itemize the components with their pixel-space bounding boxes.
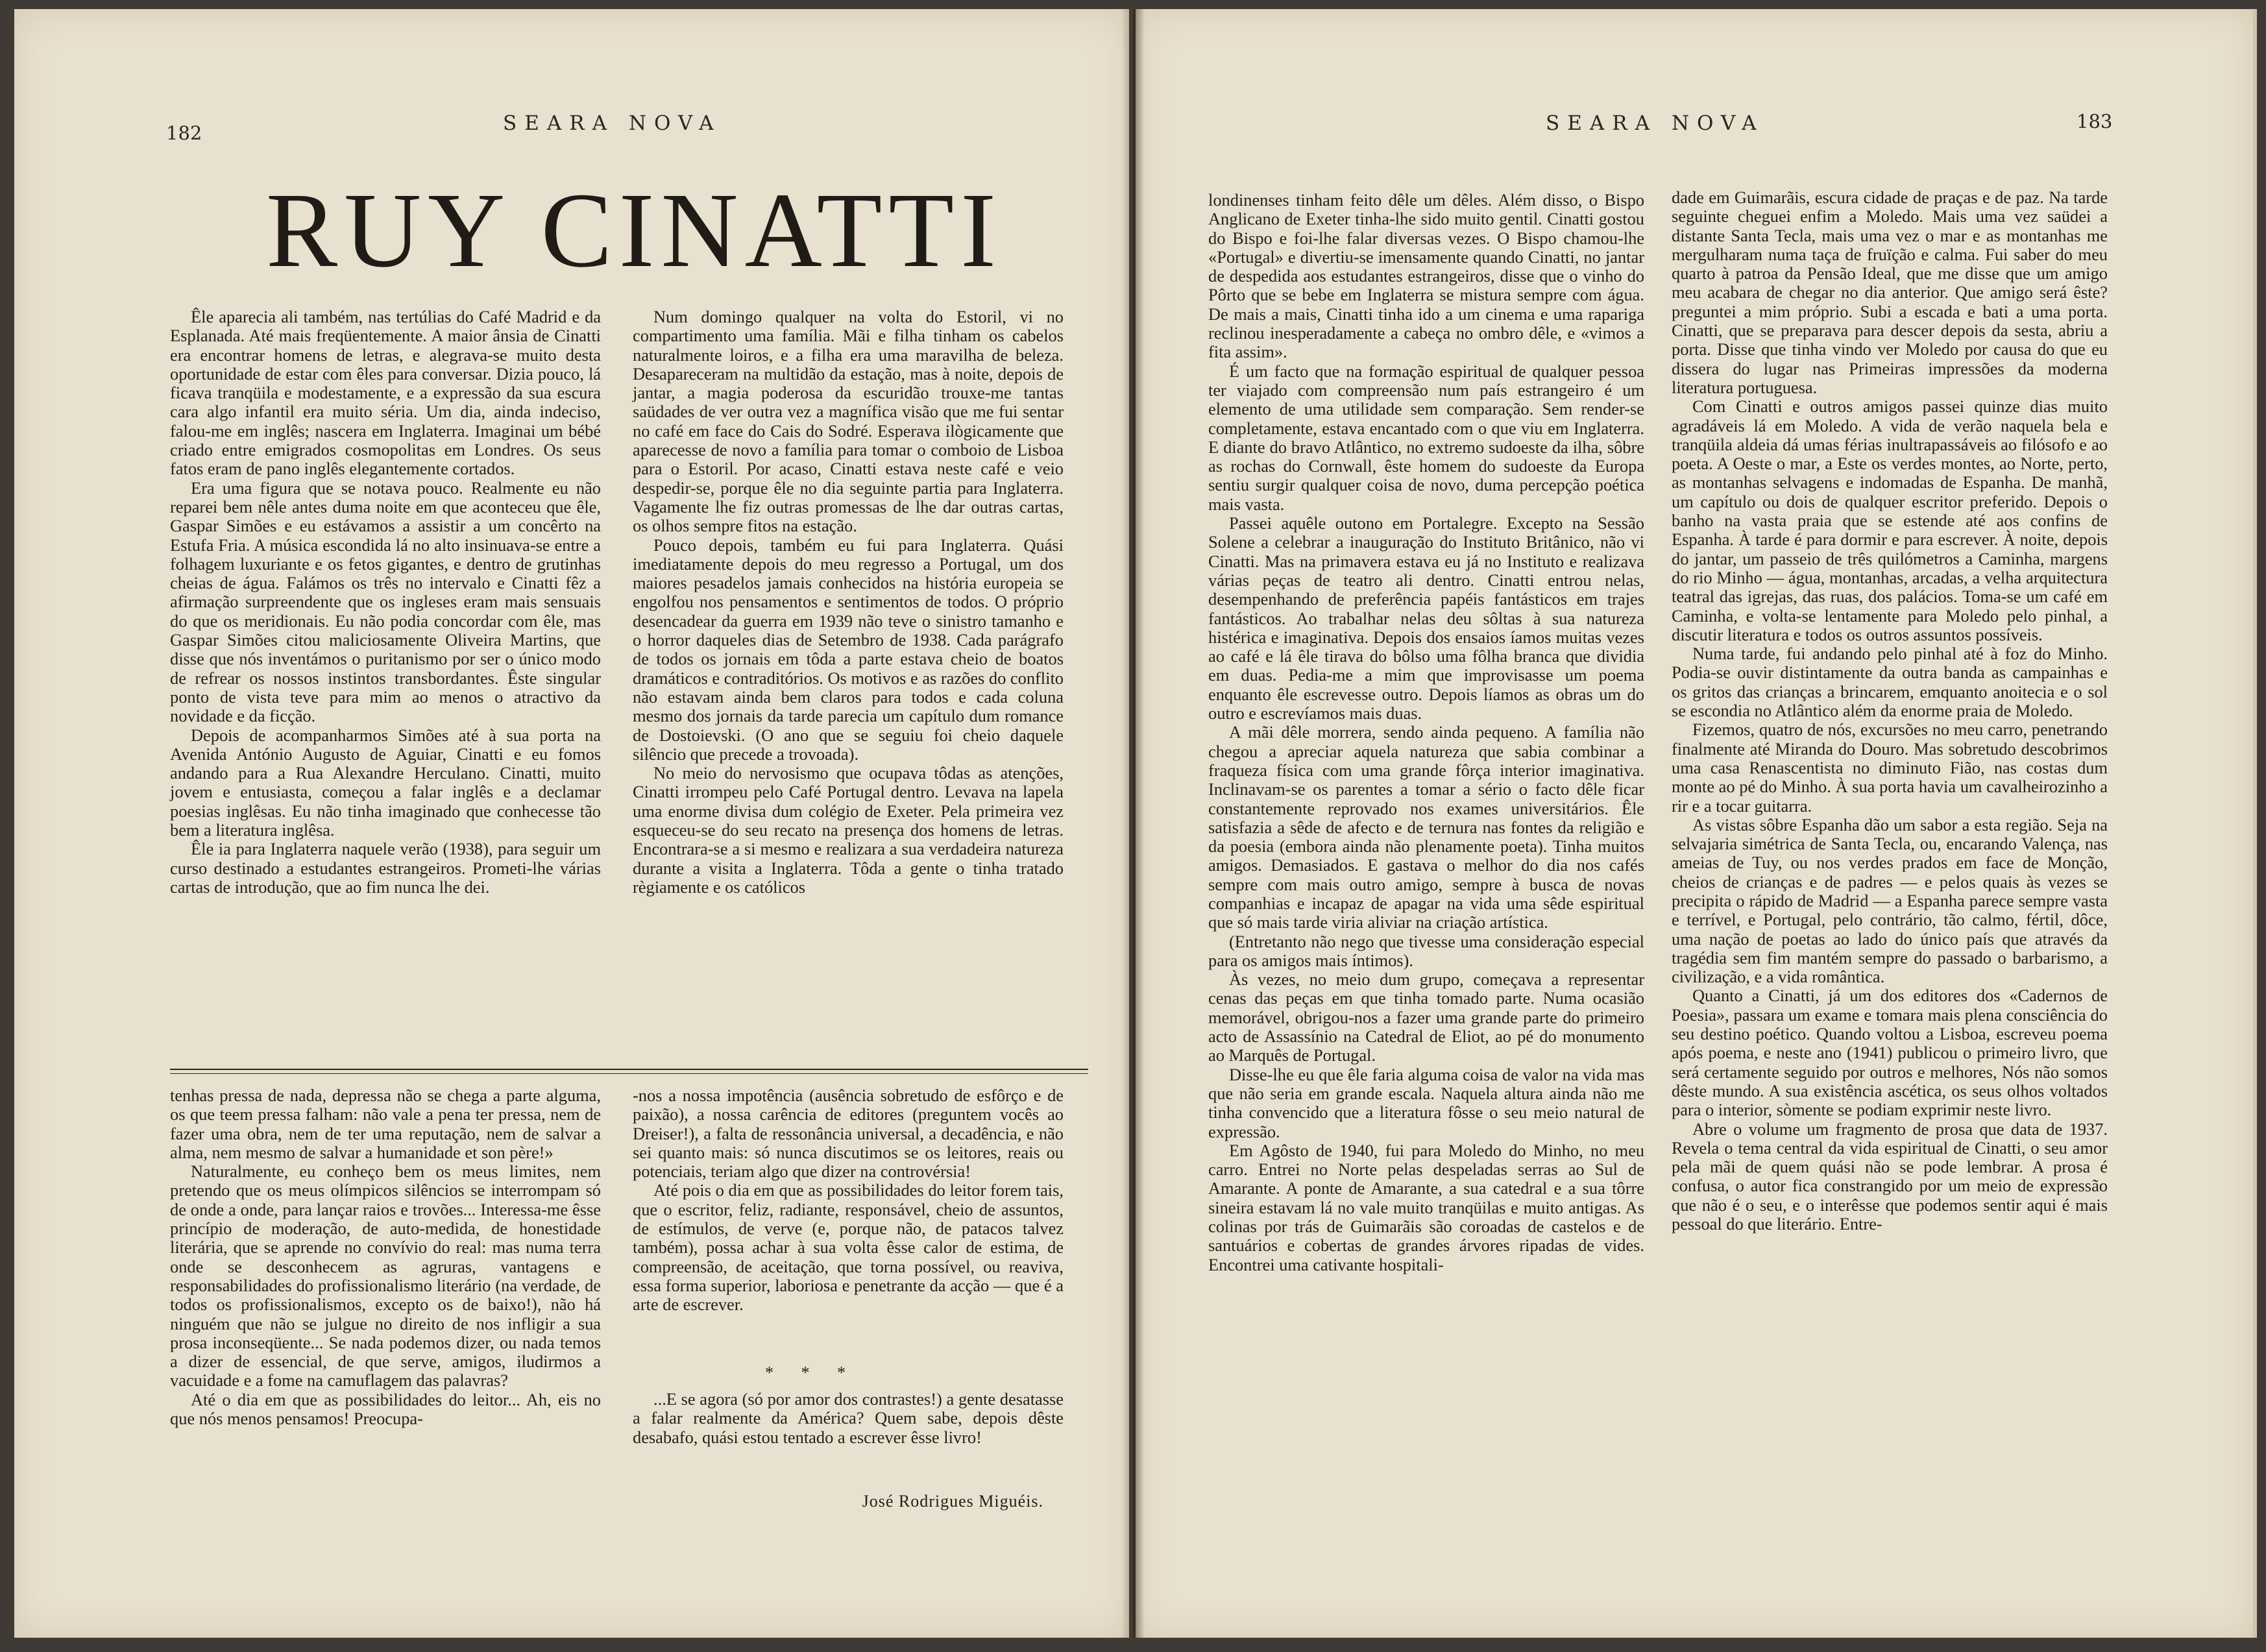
- paragraph: Até pois o dia em que as possibilidades do leitor forem tais, que o escritor, feliz, radiante, responsável, cheio de assuntos, de estímulos, de verve (e, porque não, de patacos talvez também), possa achar à sua volta êsse calor de estima, de compreensão, de aceitação, que torna possível, ou reaviva, essa forma superior, laboriosa e penetrante da acção — que é a arte de escrever.: [633, 1180, 1064, 1315]
- right-column-1: [1208, 191, 1644, 1274]
- page-number-left: 182: [166, 122, 202, 144]
- left-column-4: [633, 1086, 1064, 1315]
- paragraph: Naturalmente, eu conheço bem os meus limites, nem pretendo que os meus olímpicos silêncios se interrompam só de onde a onde, para lançar raios e trovões... Interessa-me êsse princípio de moderação, de auto-medida, de honestidade literária, que se aprende no convívio do real: mas numa terra onde se desconhecem as agruras, vantagens e responsabilidades do profissionalismo literário (na verdade, de todos os profissionalismos, excepto os de baixo!), não há ninguém que não se julgue no direito de nos infligir a sua prosa inconseqüente... Se nada podemos dizer, ou nada temos a dizer de essencial, de que serve, amigos, iludirmos a vacuidade e a fome na camuflagem das palavras?: [170, 1161, 601, 1391]
- page-number-right: 183: [2077, 110, 2113, 132]
- paragraph: ...E se agora (só por amor dos contrastes!) a gente desatasse a falar realmente da América? Quem sabe, depois dêste desabafo, quási estou tentado a escrever êsse livro!: [633, 1389, 1064, 1447]
- running-header-left: SEARA NOVA: [503, 112, 722, 135]
- paragraph: dade em Guimarãis, escura cidade de praças e de paz. Na tarde seguinte cheguei enfim a Moledo. Mais uma vez saüdei a distante Santa Tecla, mais uma vez o mar e as montanhas me mergulharam numa taça de fruïção e calma. Fui saber do meu quarto à patroa da Pensão Ideal, que me disse que um amigo meu acabara de chegar no dia anterior. Que amigo será êste? preguntei a mim próprio. Subi a escada e bati a uma porta. Cinatti, que se preparava para descer depois da sesta, abriu a porta. Disse que tinha vindo ver Moledo por causa do que eu dissera do lugar nas Primeiras impressões da moderna literatura portuguesa.: [1672, 188, 2108, 397]
- left-column-1: [170, 308, 601, 897]
- paragraph: Às vezes, no meio dum grupo, começava a representar cenas das peças em que tinha tomado parte. Numa ocasião memorável, obrigou-nos a fazer uma grande parte do primeiro acto de Assassínio na Catedral de Eliot, ao pé do monumento ao Marquês de Portugal.: [1208, 969, 1644, 1065]
- section-divider: [170, 1069, 1088, 1070]
- paragraph: -nos a nossa impotência (ausência sobretudo de esfôrço e de paixão), a nossa carência de editores (preguntem vocês ao Dreiser!), a falta de ressonância universal, a decadência, e não sei quanto mais: só nunca discutimos se os leitores, reais ou potenciais, teriam algo que dizer na controvérsia!: [633, 1086, 1064, 1182]
- paragraph: (Entretanto não nego que tivesse uma consideração especial para os amigos mais íntimos).: [1208, 931, 1644, 970]
- paragraph: Em Agôsto de 1940, fui para Moledo do Minho, no meu carro. Entrei no Norte pelas despeladas serras ao Sul de Amarante. A ponte de Amarante, a sua catedral e a sua tôrre sineira estavam lá no vale muito tranqüilas e muito antigas. As colinas por trás de Guimarãis são coroadas de castelos e de santuários e cobertas de grandes árvores ripadas de vides. Encontrei uma cativante hospitali-: [1208, 1140, 1644, 1274]
- section-break-stars: * * *: [765, 1363, 857, 1382]
- paragraph: Êle ia para Inglaterra naquele verão (1938), para seguir um curso destinado a estudantes estrangeiros. Prometi-lhe várias cartas de introdução, que ao fim nunca lhe dei.: [170, 839, 601, 897]
- paragraph: É um facto que na formação espiritual de qualquer pessoa ter viajado com compreensão num país estrangeiro é um elemento de uma utilidade sem comparação. Sem render-se completamente, estava encantado com o que viu em Inglaterra. E diante do bravo Atlântico, no extremo sudoeste da ilha, sôbre as rochas do Cornwall, êste homem do sudoeste da Europa sentiu surgir qualquer coisa de novo, duma percepção poética mais vasta.: [1208, 361, 1644, 514]
- paragraph: A mãi dêle morrera, sendo ainda pequeno. A família não chegou a apreciar aquela natureza que sabia combinar a fraqueza física com uma grande fôrça interior imaginativa. Inclinavam-se os parentes a tomar a sério o facto dêle ficar constantemente reprovado nos exames universitários. Êle satisfazia a sêde de afecto e de ternura nas fontes da religião e da poesia (embora ainda não plenamente poeta). Tinha muitos amigos. Demasiados. E gastava o melhor do dia nos cafés sempre com mais outro amigo, sempre à busca de novas companhias e incapaz de apagar na vida uma sêde espiritual que só mais tarde viria aliviar na criação artística.: [1208, 722, 1644, 932]
- section-divider-thin: [170, 1073, 1088, 1074]
- book-gutter: [1121, 9, 1145, 1638]
- paragraph: As vistas sôbre Espanha dão um sabor a esta região. Seja na selvajaria simétrica de Santa Tecla, ou, encarando Valença, nas ameias de Tuy, ou nos verdes prados em face de Monção, cheios de crianças e de padres — e pelos quais às vezes se precipita o rápido de Madrid — a Espanha parece sempre vasta e terrível, e Portugal, pelo contrário, tão calmo, fértil, dôce, uma nação de poetas ao lado do único país que através da tragédia sem fim mantém sempre do passado o barbarismo, a civilização, e a vida romântica.: [1672, 814, 2108, 987]
- paragraph: londinenses tinham feito dêle um dêles. Além disso, o Bispo Anglicano de Exeter tinha-lhe sido muito gentil. Cinatti gostou do Bispo e foi-lhe falar diversas vezes. O Bispo chamou-lhe «Portugal» e divertiu-se imensamente quando Cinatti, no jantar de despedida aos estudantes estrangeiros, disse que o vinho do Pôrto que se bebe em Inglaterra se mistura sempre com água. De mais a mais, Cinatti tinha ido a um cinema e uma rapariga reclinou inesperadamente a cabeça no ombro dêle, e «vimos a fita assim».: [1208, 190, 1644, 362]
- running-header-right: SEARA NOVA: [1546, 112, 1764, 135]
- page-edge: [2253, 9, 2257, 1638]
- left-column-2: [633, 308, 1064, 897]
- left-column-4-ending: [633, 1390, 1064, 1447]
- paragraph: Era uma figura que se notava pouco. Realmente eu não reparei bem nêle antes duma noite em que aconteceu que êle, Gaspar Simões e eu estávamos a assistir a um concêrto na Estufa Fria. A música escondida lá no alto insinuava-se entre a folhagem luxuriante e os fetos gigantes, e dentro de grutinhas cheias de água. Falámos os três no intervalo e Cinatti fêz a afirmação surpreendente que os ingleses eram mais sensuais do que os meridionais. Eu não podia concordar com êle, mas Gaspar Simões citou maliciosamente Oliveira Martins, que disse que nós inventámos o puritanismo por ser o único modo de refrear os nossos instintos transbordantes. Êste singular ponto de vista teve para mim ao menos o atractivo da novidade e da ficção.: [170, 478, 601, 726]
- paragraph: Fizemos, quatro de nós, excursões no meu carro, penetrando finalmente até Miranda do Douro. Mas sobretudo descobrimos uma casa Renascentista no diminuto Fião, nas costas dum monte ao pé do Minho. À sua porta havia um cavalheirozinho a rir e a tocar guitarra.: [1672, 720, 2108, 816]
- paragraph: tenhas pressa de nada, depressa não se chega a parte alguma, os que teem pressa falham: não vale a pena ter pressa, nem de fazer uma obra, nem de ter uma reputação, nem de salvar a alma, nem mesmo de salvar a humanidade et son père!»: [170, 1086, 601, 1162]
- paragraph: Com Cinatti e outros amigos passei quinze dias muito agradáveis lá em Moledo. A vida de verão naquela bela e tranqüila aldeia dá umas férias inultrapassáveis ao filósofo e ao poeta. A Oeste o mar, a Este os verdes montes, ao Norte, perto, as montanhas selvagens e indomadas de Espanha. De manhã, um capítulo ou dois de qualquer escritor preferido. Depois o banho na vasta praia que se estende até aos confins de Espanha. À tarde é para dormir e para escrever. À noite, depois do jantar, um passeio de três quilómetros a Caminha, margens do rio Minho — água, montanhas, arcadas, a velha arquitectura teatral das igrejas, das ruas, dos palácios. Toma-se um café em Caminha, e volta-se lentamente para Moledo pelo pinhal, a discutir literatura e todos os outros assuntos possíveis.: [1672, 396, 2108, 644]
- paragraph: Até o dia em que as possibilidades do leitor... Ah, eis no que nós menos pensamos! Preocupa-: [170, 1389, 601, 1429]
- paragraph: Passei aquêle outono em Portalegre. Excepto na Sessão Solene a celebrar a inauguração do Instituto Britânico, não vi Cinatti. Mas na primavera estava eu já no Instituto e realizava várias peças de teatro ali dentro. Cinatti entrou nelas, desempenhando de preferência papéis fantásticos em trajes fantásticos. Ao trabalhar nelas deu sôltas à sua natureza histérica e imaginativa. Depois dos ensaios íamos muitas vezes ao café e lá êle tirava do bôlso uma fôlha branca que dividia em duas. Pedia-me a mim que improvisasse um poema enquanto êle escrevesse outro. Depois líamos as obras um do outro e escrevíamos mais duas.: [1208, 513, 1644, 723]
- paragraph: Êle aparecia ali também, nas tertúlias do Café Madrid e da Esplanada. Até mais freqüentemente. A maior ânsia de Cinatti era encontrar homens de letras, e alegrava-se muito desta oportunidade de estar com êles para conversar. Dizia pouco, lá ficava tranqüila e modestamente, e a expressão da sua escura cara algo infantil era muito séria. Um dia, ainda indeciso, falou-me em inglês; nascera em Inglaterra. Imaginai um bébé criado entre emigrados cosmopolitas em Londres. Os seus fatos eram de pano inglês elegantemente cortados.: [170, 307, 601, 479]
- right-column-2: [1672, 188, 2108, 1233]
- paragraph: No meio do nervosismo que ocupava tôdas as atenções, Cinatti irrompeu pelo Café Portugal dentro. Levava na lapela uma enorme divisa dum colégio de Exeter. Pela primeira vez esqueceu-se do seu recato na presença dos homens de letras. Encontrara-se a si mesmo e realizara a sua verdadeira natureza durante a visita a Inglaterra. Tôda a gente o tinha tratado règiamente e os católicos: [633, 763, 1064, 897]
- paragraph: Abre o volume um fragmento de prosa que data de 1937. Revela o tema central da vida espiritual de Cinatti, o seu amor pela mãi de quem quási não se pode lembrar. A prosa é confusa, o autor fica constrangido por um meio de expressão que não é o seu, e o interêsse que podemos sentir aqui é mais pessoal do que literário. Entre-: [1672, 1119, 2108, 1234]
- paragraph: Depois de acompanharmos Simões até à sua porta na Avenida António Augusto de Aguiar, Cinatti e eu fomos andando para a Rua Alexandre Herculano. Cinatti, muito jovem e entusiasta, começou a falar inglês e a declamar poesias inglêsas. Eu não tinha imaginado que conhecesse tão bem a literatura inglêsa.: [170, 725, 601, 840]
- author-signature: José Rodrigues Miguéis.: [862, 1492, 1043, 1511]
- paragraph: Disse-lhe eu que êle faria alguma coisa de valor na vida mas que não seria em grande escala. Naquela altura ainda não me tinha convencido que a literatura fôsse o seu meio natural de expressão.: [1208, 1064, 1644, 1141]
- paragraph: Numa tarde, fui andando pelo pinhal até à foz do Minho. Podia-se ouvir distintamente da outra banda as campainhas e os gritos das crianças a brincarem, emquanto anoitecia e o sol se escondia no Atlântico além da enorme praia de Moledo.: [1672, 644, 2108, 721]
- left-column-3: [170, 1086, 601, 1428]
- paragraph: Pouco depois, também eu fui para Inglaterra. Quási imediatamente depois do meu regresso a Portugal, um dos maiores pesadelos jamais conhecidos na história europeia se engolfou nos pensamentos e sentimentos de todos. O próprio desencadear da guerra em 1939 não teve o sinistro tamanho e o horror daqueles dias de Setembro de 1938. Cada parágrafo de todos os jornais em tôda a parte estava cheio de boatos dramáticos e contraditórios. Os motivos e as razões do conflito não estavam ainda bem claros para todos e cada coluna mesmo dos jornais da tarde parecia um capítulo dum romance de Dostoievski. (O ano que se seguiu foi cheio daquele silêncio que precede a trovoada).: [633, 535, 1064, 764]
- paragraph: Quanto a Cinatti, já um dos editores dos «Cadernos de Poesia», passara um exame e tomara mais plena consciência do seu destino poético. Quando voltou a Lisboa, escreveu poema após poema, e neste ano (1941) publicou o primeiro livro, que será certamente seguido por outros e melhores, Nós não somos dêste mundo. A sua existência ascética, os seus olhos voltados para o interior, sòmente se podiam exprimir neste livro.: [1672, 986, 2108, 1120]
- paragraph: Num domingo qualquer na volta do Estoril, vi no compartimento uma família. Mãi e filha tinham os cabelos naturalmente loiros, e a filha era uma maravilha de beleza. Desapareceram na multidão da estação, mas à noite, depois de jantar, a magia poderosa da escuridão trouxe-me tantas saüdades de ver outra vez a magnífica visão que me fui sentar no café em face do Cais do Sodré. Esperava ilògicamente que aparecesse de novo a família para tomar o comboio de Lisboa para o Estoril. Por acaso, Cinatti estava neste café e veio despedir-se, porque êle no dia seguinte partia para Inglaterra. Vagamente lhe fiz outras promessas de lhe dar outras cartas, os olhos sempre fitos na estação.: [633, 307, 1064, 536]
- article-title: RUY CINATTI: [266, 171, 1003, 289]
